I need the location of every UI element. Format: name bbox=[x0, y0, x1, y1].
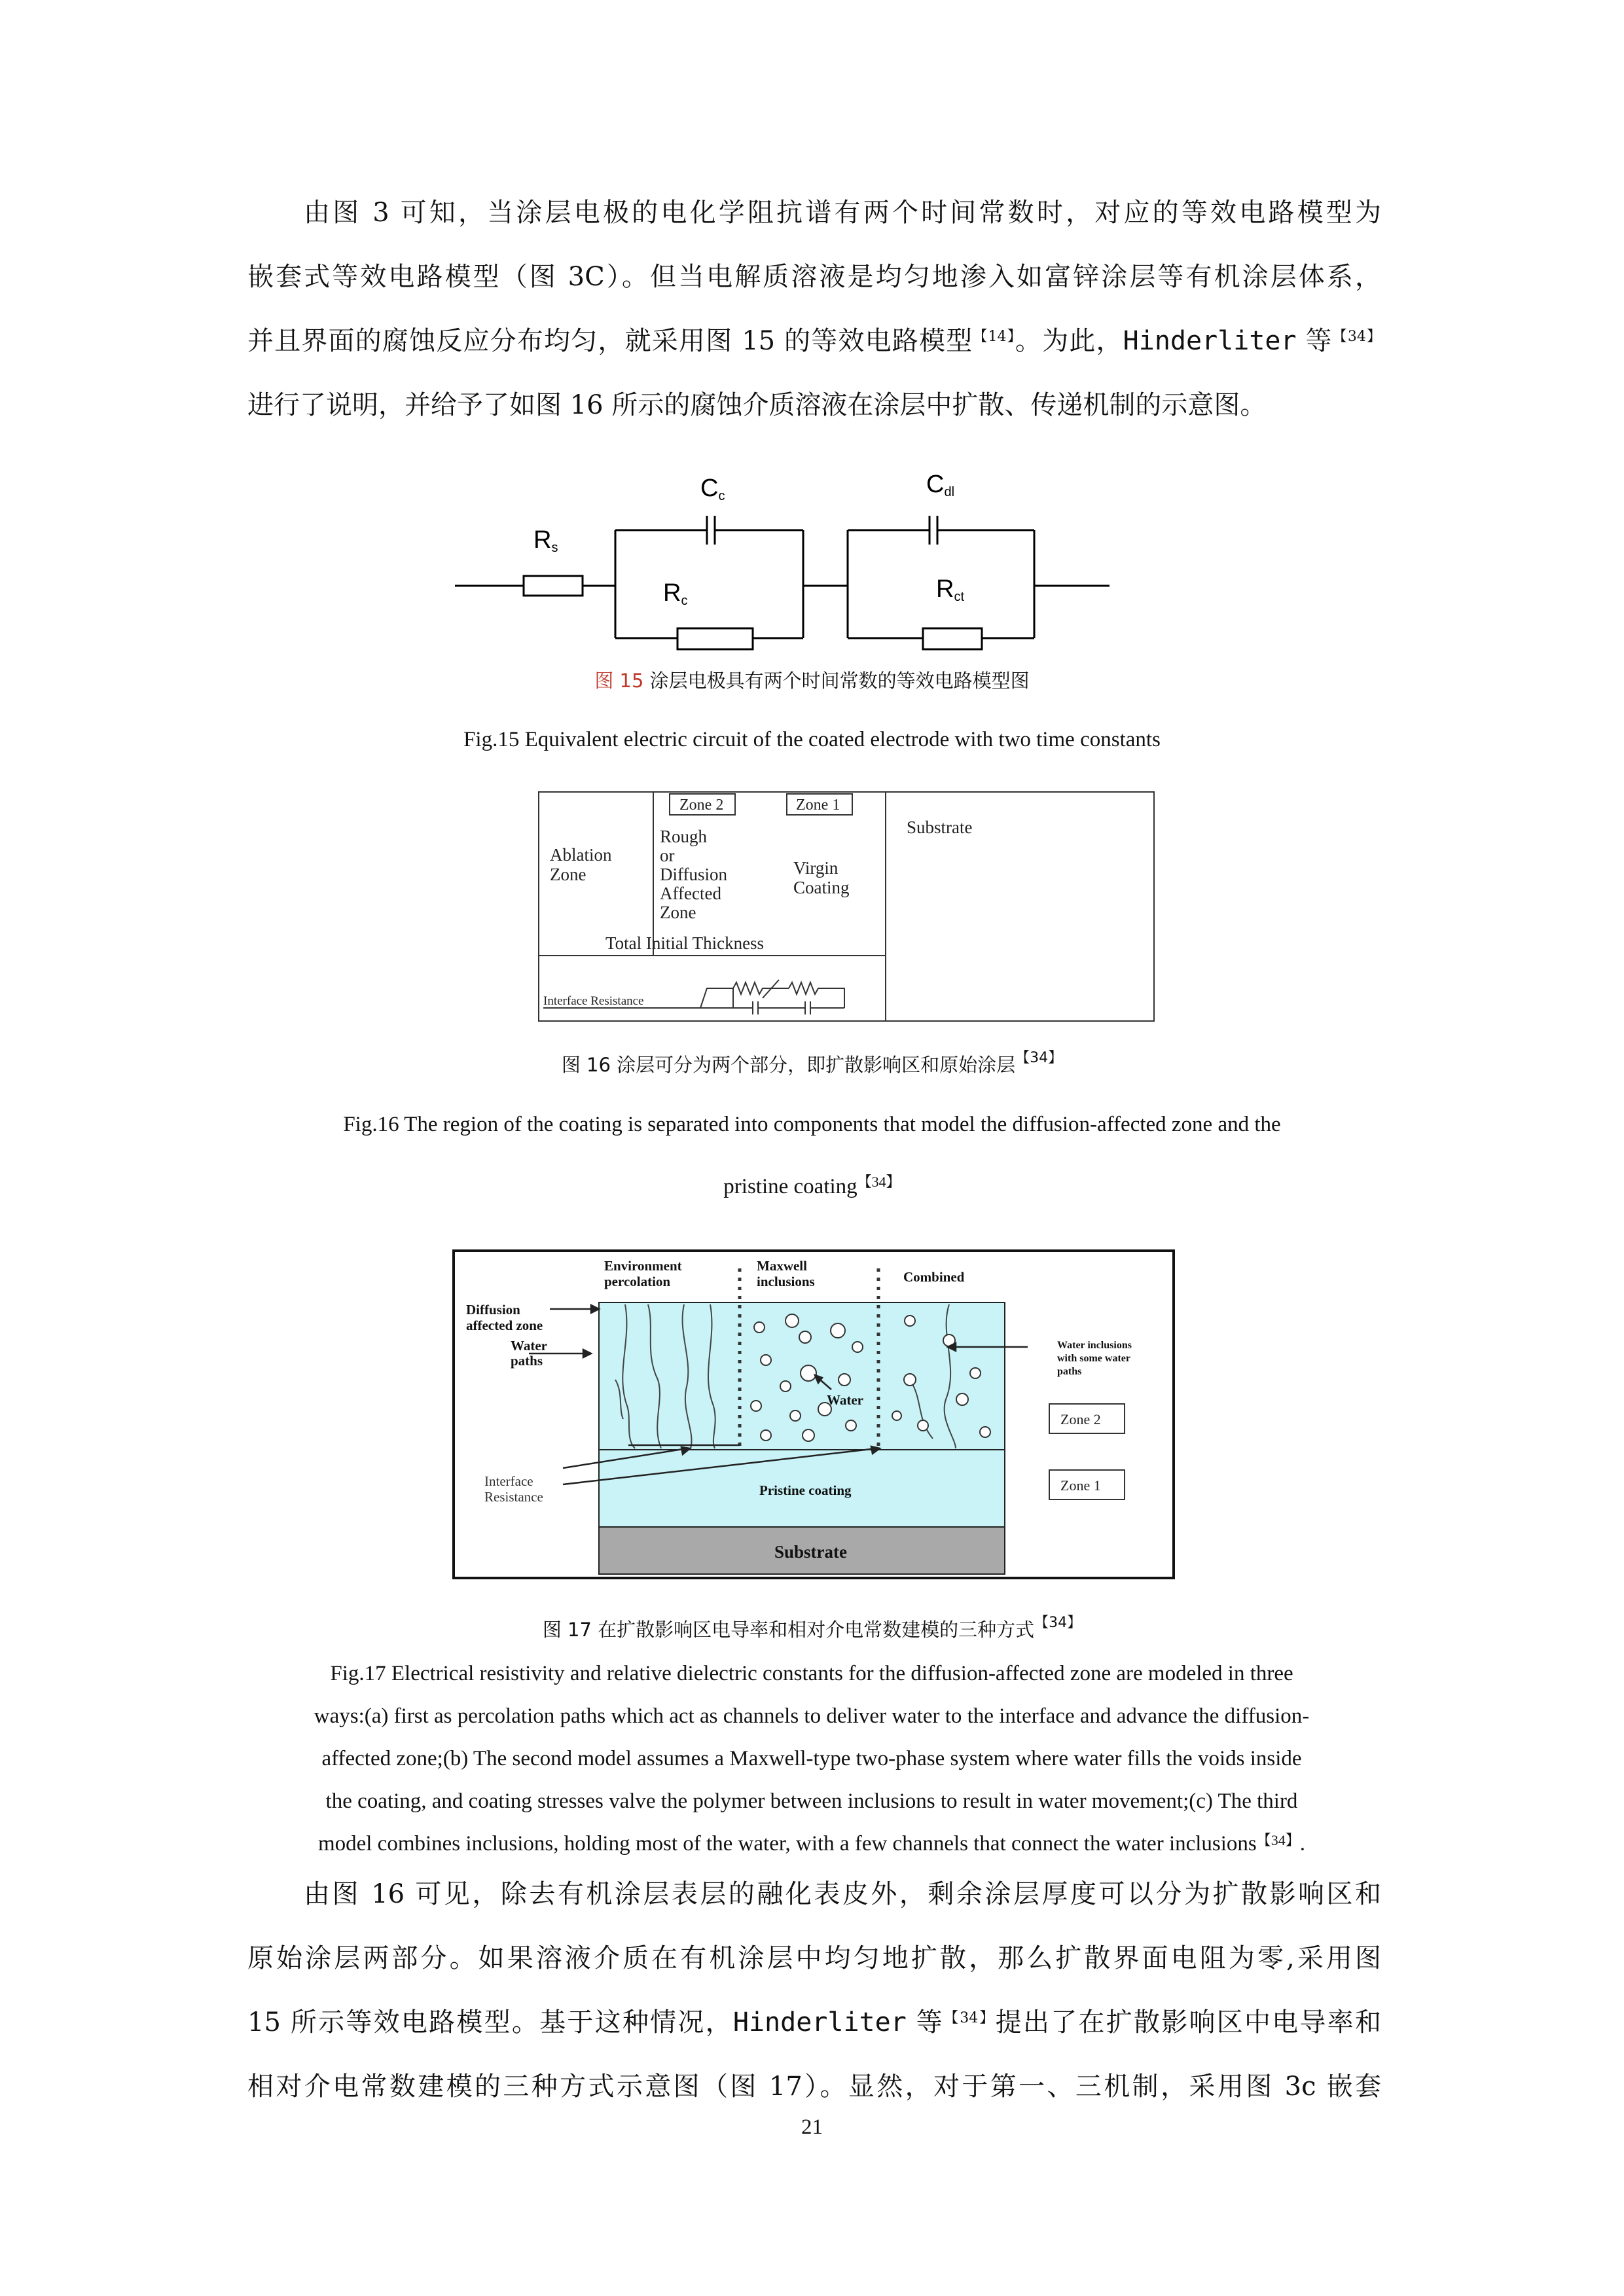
label-cc: C bbox=[700, 475, 719, 502]
para1-line-3-text-c: 等 bbox=[1296, 326, 1333, 356]
figure-16-caption-en-2 bbox=[0, 1175, 1624, 1199]
label-rct-sub: ct bbox=[954, 590, 965, 604]
para2-line-1-text: 由图 16 可见，除去有机涂层表层的融化表皮外，剩余涂层厚度可以分为扩散影响区和 bbox=[304, 1879, 1381, 1909]
svg-text:Cc bbox=[700, 475, 725, 503]
figure-15-caption-en bbox=[0, 728, 1624, 752]
para2-line-4-text: 相对介电常数建模的三种方式示意图（图 17）。显然，对于第一、三机制，采用图 3c 嵌套 bbox=[247, 2072, 1381, 2102]
figure-16-citation: 【34】 bbox=[1015, 1050, 1063, 1066]
para2-line-4 bbox=[247, 2054, 1381, 2119]
para1-line-3 bbox=[247, 309, 1381, 373]
citation-34: 【34】 bbox=[1332, 329, 1382, 345]
label-rs-sub: s bbox=[551, 541, 558, 555]
fig17-zone1: Zone 1 bbox=[1060, 1477, 1101, 1494]
figure-17-diagram bbox=[452, 1249, 1178, 1583]
fig17-water-inclusions-3: paths bbox=[1057, 1366, 1082, 1377]
fig17-water-paths-1: Water bbox=[511, 1338, 547, 1354]
figure-17-citation: 【34】 bbox=[1034, 1615, 1082, 1631]
fig17-diffusion-2: affected zone bbox=[466, 1318, 543, 1333]
figure-16-caption-en-1 bbox=[0, 1113, 1624, 1137]
figure-17-caption-en-3: affected zone;(b) The second model assumes a Maxwell-type two-phase system where water fills the voids inside bbox=[321, 1747, 1302, 1770]
fig17-substrate: Substrate bbox=[774, 1542, 848, 1562]
label-rc-sub: c bbox=[681, 594, 688, 608]
label-rs: R bbox=[533, 526, 552, 554]
fig16-virgin-2: Coating bbox=[793, 878, 850, 897]
figure-17-caption-en-5 bbox=[242, 1823, 1381, 1865]
para1-line-3-text-b: 。为此， bbox=[1015, 326, 1123, 356]
figure-16-en-citation: 【34】 bbox=[857, 1174, 901, 1190]
para2-line-3-text-b: 等 bbox=[906, 2007, 944, 2037]
para1-line-4 bbox=[247, 373, 1381, 437]
label-cdl: C bbox=[926, 471, 945, 498]
fig16-rough-5: Zone bbox=[660, 903, 696, 922]
svg-text:Cdl bbox=[926, 471, 954, 499]
fig16-ablation-1: Ablation bbox=[550, 845, 612, 865]
fig17-water-inclusions-2: with some water bbox=[1057, 1353, 1130, 1364]
figure-16-caption-cn bbox=[0, 1050, 1624, 1077]
fig16-rough-2: or bbox=[660, 846, 675, 865]
figure-17-caption-cn bbox=[0, 1615, 1624, 1642]
fig17-diffusion-1: Diffusion bbox=[466, 1302, 520, 1318]
fig16-rough-4: Affected bbox=[660, 884, 721, 903]
fig17-env-1: Environment bbox=[604, 1258, 682, 1274]
figure-16-caption-en-text-1: Fig.16 The region of the coating is separated into components that model the diffusion-affected zone and the bbox=[343, 1113, 1281, 1136]
fig16-interface-resistance: Interface Resistance bbox=[543, 994, 644, 1008]
figure-17-en-citation: 【34】 bbox=[1256, 1832, 1300, 1848]
figure-17-caption-en bbox=[242, 1653, 1381, 1865]
fig17-combined: Combined bbox=[903, 1269, 965, 1285]
fig17-env-2: percolation bbox=[604, 1274, 671, 1289]
figure-17-caption-en-5-end: . bbox=[1299, 1832, 1306, 1856]
para2-line-2 bbox=[247, 1926, 1381, 1990]
citation-34-b: 【34】 bbox=[944, 2010, 996, 2026]
fig17-zone2: Zone 2 bbox=[1060, 1411, 1101, 1427]
fig16-virgin-1: Virgin bbox=[793, 858, 839, 878]
author-name-2: Hinderliter bbox=[732, 2007, 907, 2037]
citation-14: 【14】 bbox=[973, 329, 1015, 345]
figure-15-circuit bbox=[445, 458, 1126, 668]
fig16-ablation-2: Zone bbox=[550, 865, 586, 884]
para1-line-1 bbox=[247, 181, 1381, 245]
figure-15-number: 图 15 bbox=[594, 670, 644, 692]
label-rct: R bbox=[936, 575, 954, 603]
para1-line-2-text: 嵌套式等效电路模型（图 3C）。但当电解质溶液是均匀地渗入如富锌涂层等有机涂层体系， bbox=[247, 262, 1381, 292]
figure-17-caption-en-1: Fig.17 Electrical resistivity and relative dielectric constants for the diffusion-affected zone are modeled in three bbox=[330, 1662, 1293, 1685]
figure-16-caption-en-text-2: pristine coating bbox=[723, 1175, 857, 1198]
fig17-maxwell-2: inclusions bbox=[757, 1274, 815, 1289]
para2-line-2-text: 原始涂层两部分。如果溶液介质在有机涂层中均匀地扩散，那么扩散界面电阻为零,采用图 bbox=[247, 1943, 1381, 1973]
paragraph-1 bbox=[247, 181, 1381, 437]
fig16-substrate-label: Substrate bbox=[907, 817, 973, 837]
figure-17-caption-cn-text: 图 17 在扩散影响区电导率和相对介电常数建模的三种方式 bbox=[542, 1619, 1035, 1641]
figure-16-diagram bbox=[537, 789, 1165, 1031]
para2-line-3-text: 15 所示等效电路模型。基于这种情况， bbox=[247, 2007, 733, 2037]
figure-16-caption-cn-text: 图 16 涂层可分为两个部分，即扩散影响区和原始涂层 bbox=[561, 1054, 1016, 1076]
para2-line-3-text-c: 提出了在扩散影响区中电导率和 bbox=[995, 2007, 1381, 2037]
para2-line-3 bbox=[247, 1990, 1381, 2054]
para1-line-2 bbox=[247, 245, 1381, 309]
fig16-rough-1: Rough bbox=[660, 827, 708, 846]
figure-17-caption-en-5-text: model combines inclusions, holding most of the water, with a few channels that connect the water inclusions bbox=[317, 1832, 1257, 1856]
svg-text:Rct bbox=[936, 575, 964, 604]
fig17-water-inclusions-1: Water inclusions bbox=[1057, 1340, 1132, 1351]
svg-text:Rc bbox=[663, 579, 687, 608]
label-cc-sub: c bbox=[718, 489, 725, 503]
svg-text:Rs bbox=[533, 526, 558, 555]
para2-line-1 bbox=[247, 1862, 1381, 1926]
fig16-total-thickness: Total Initial Thickness bbox=[605, 933, 765, 953]
figure-17-caption-en-2: ways:(a) first as percolation paths which act as channels to deliver water to the interface and advance the diffusion- bbox=[314, 1704, 1310, 1728]
para1-line-3-text: 并且界面的腐蚀反应分布均匀，就采用图 15 的等效电路模型 bbox=[247, 326, 973, 356]
fig17-interface-2: Resistance bbox=[484, 1489, 543, 1505]
figure-17-caption-en-4: the coating, and coating stresses valve the polymer between inclusions to result in water movement;(c) The third bbox=[325, 1789, 1298, 1813]
figure-15-caption-cn-text: 涂层电极具有两个时间常数的等效电路模型图 bbox=[643, 670, 1030, 692]
figure-15-caption-en-text: Fig.15 Equivalent electric circuit of the coated electrode with two time constants bbox=[463, 728, 1161, 751]
page-number: 21 bbox=[801, 2115, 823, 2139]
fig17-pristine: Pristine coating bbox=[759, 1482, 852, 1498]
paragraph-2 bbox=[247, 1862, 1381, 2119]
fig17-water: Water bbox=[827, 1392, 863, 1408]
author-name: Hinderliter bbox=[1123, 326, 1297, 356]
label-rc: R bbox=[663, 579, 681, 607]
fig17-maxwell-1: Maxwell bbox=[757, 1258, 807, 1274]
fig16-zone1-label: Zone 1 bbox=[796, 797, 840, 814]
label-cdl-sub: dl bbox=[944, 485, 955, 499]
para1-line-1-text: 由图 3 可知，当涂层电极的电化学阻抗谱有两个时间常数时，对应的等效电路模型为 bbox=[304, 198, 1381, 228]
fig16-zone2-label: Zone 2 bbox=[679, 797, 724, 814]
fig17-water-paths-2: paths bbox=[511, 1353, 543, 1369]
fig16-rough-3: Diffusion bbox=[660, 865, 728, 884]
fig17-interface-1: Interface bbox=[484, 1473, 533, 1489]
para1-line-4-text: 进行了说明，并给予了如图 16 所示的腐蚀介质溶液在涂层中扩散、传递机制的示意图。 bbox=[247, 390, 1267, 420]
figure-15-caption-cn bbox=[0, 666, 1624, 693]
